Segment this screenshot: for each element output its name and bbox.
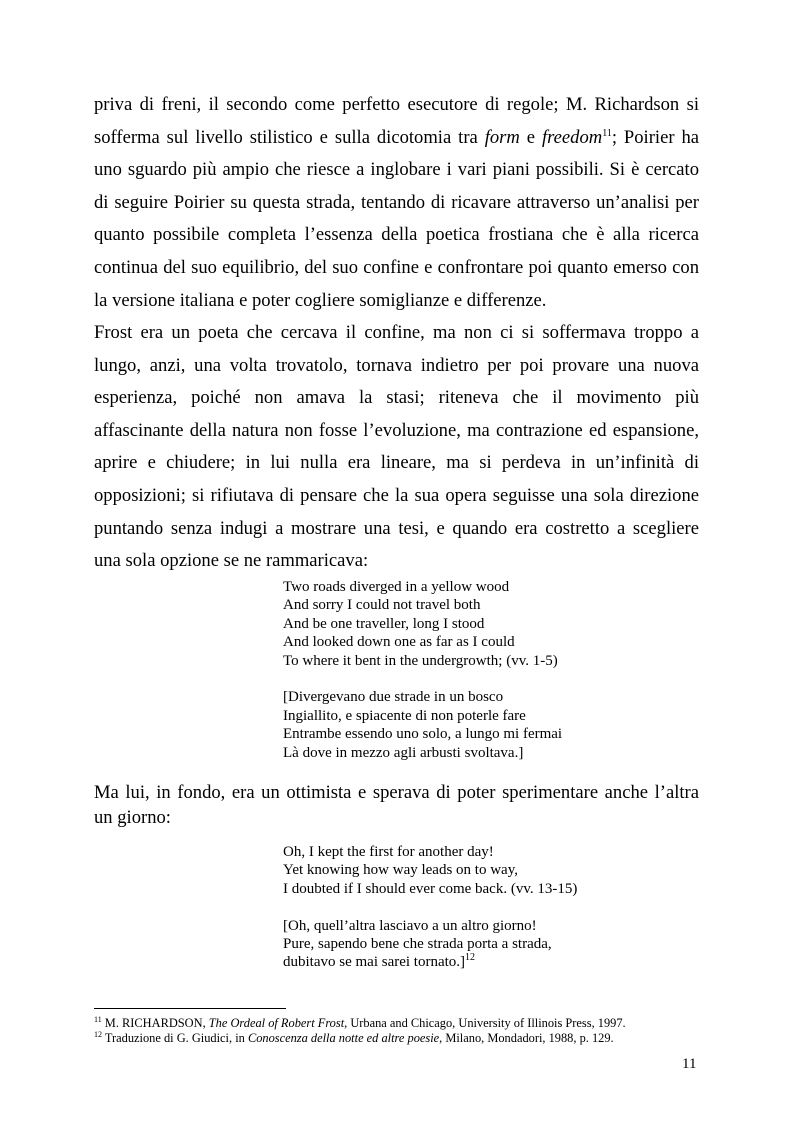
term-form: form <box>484 126 520 148</box>
translation-line: Là dove in mezzo agli arbusti svoltava.] <box>283 744 524 761</box>
text-line: opposizioni; si rifiutava di pensare che la sua opera seguisse una sola direzione <box>94 484 699 506</box>
translation-line: [Oh, quell’altra lasciavo a un altro giorno! <box>283 917 537 934</box>
text-line: un giorno: <box>94 807 171 828</box>
text-line: uno sguardo più ampio che riesce a inglobare i vari piani possibili. Si è cercato <box>94 159 699 181</box>
text-span: dubitavo se mai sarei tornato.] <box>283 954 466 971</box>
text-line: priva di freni, il secondo come perfetto esecutore di regole; M. Richardson si <box>94 94 699 115</box>
footnote-text: , Urbana and Chicago, University of Illinois Press, 1997. <box>344 1016 626 1030</box>
text-line: lungo, anzi, una volta trovatolo, tornava indietro per poi provare una nuova <box>94 354 699 376</box>
text-line: esperienza, poiché non amava la stasi; riteneva che il movimento più <box>94 387 699 409</box>
text-line: affascinante della natura non fosse l’evoluzione, ma contrazione ed espansione, <box>94 419 699 441</box>
poem-line: And looked down one as far as I could <box>283 634 515 651</box>
paragraph-frost <box>94 317 699 578</box>
footnote-title: Conoscenza della notte ed altre poesie <box>247 1031 440 1045</box>
text-line: continua del suo equilibrio, del suo confine e confrontare poi quanto emerso con <box>94 256 699 278</box>
poem-line: And sorry I could not travel both <box>283 597 481 614</box>
footnote-text: Traduzione di G. Giudici, in <box>102 1031 248 1045</box>
footnote-author: M. RICHARDSON, <box>101 1016 209 1030</box>
term-freedom: freedom <box>541 126 603 148</box>
text-line: aprire e chiudere; in lui nulla era lineare, ma si perdeva in un’infinità di <box>94 452 699 474</box>
text-line <box>94 122 699 155</box>
translation-line: [Divergevano due strade in un bosco <box>283 689 504 706</box>
poem-quote-2 <box>283 843 577 972</box>
text-line: puntando senza indugi a mostrare una tesi, e quando era costretto a scegliere <box>94 517 699 539</box>
poem-line: To where it bent in the undergrowth; (vv. 1-5) <box>283 652 558 669</box>
text-line: Ma lui, in fondo, era un ottimista e sperava di poter sperimentare anche l’altra <box>94 782 699 803</box>
text-line: la versione italiana e poter cogliere somiglianze e differenze. <box>94 289 547 311</box>
text-line: di seguire Poirier su questa strada, tentando di ricavare attraverso un’analisi per <box>94 191 699 213</box>
text-span: sofferma sul livello stilistico e sulla dicotomia tra <box>94 126 485 148</box>
translation-line: Ingiallito, e spiacente di non poterle fare <box>283 707 526 724</box>
footnote-mark: 11 <box>94 1014 102 1024</box>
poem-line: Two roads diverged in a yellow wood <box>283 579 510 595</box>
text-span: ; Poirier ha <box>611 126 699 148</box>
poem-line: And be one traveller, long I stood <box>283 615 485 632</box>
translation-line: Entrambe essendo uno solo, a lungo mi fermai <box>283 726 563 743</box>
poem-line: Oh, I kept the first for another day! <box>283 844 494 860</box>
footnote-11 <box>94 1016 714 1031</box>
text-line: una sola opzione se ne rammaricava: <box>94 550 369 572</box>
footnote-text: , Milano, Mondadori, 1988, p. 129. <box>439 1031 614 1045</box>
paragraph-optimist <box>94 780 699 830</box>
text-span: e <box>519 126 542 148</box>
footnote-ref-11: 11 <box>602 127 612 139</box>
footnote-mark: 12 <box>94 1029 102 1039</box>
text-line: Frost era un poeta che cercava il confine, ma non ci si soffermava troppo a <box>94 322 699 343</box>
poem-line: Yet knowing how way leads on to way, <box>283 862 518 879</box>
footnotes <box>94 1016 714 1046</box>
poem-line: I doubted if I should ever come back. (vv. 13-15) <box>283 880 578 897</box>
footnote-12 <box>94 1031 714 1046</box>
translation-line: Pure, sapendo bene che strada porta a strada, <box>283 936 552 953</box>
text-line: quanto possibile completa l’essenza della poetica frostiana che è alla ricerca <box>94 224 699 246</box>
translation-line <box>283 953 577 971</box>
page-number: 11 <box>682 1056 697 1072</box>
footnote-title: The Ordeal of Robert Frost <box>208 1016 345 1030</box>
footnote-separator <box>94 1008 286 1009</box>
paragraph-intro <box>94 89 699 317</box>
footnote-ref-12: 12 <box>465 952 476 964</box>
poem-quote-1 <box>283 578 562 762</box>
